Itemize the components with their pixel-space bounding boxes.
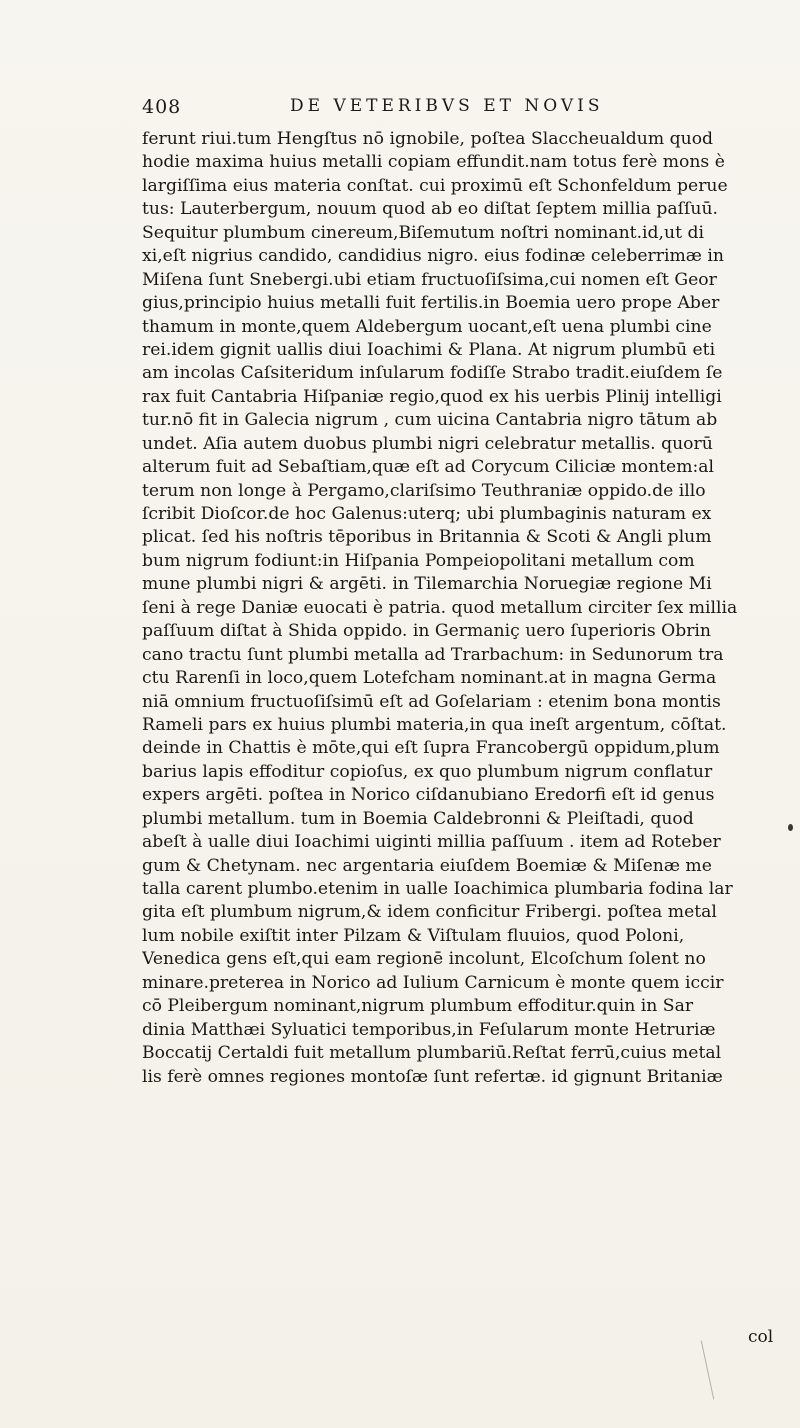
text-line: am incolas Caſsiteridum inſularum fodiſſe Strabo tradit.eiuſdem ſe <box>142 363 723 384</box>
text-line: rax fuit Cantabria Hiſpaniæ regio,quod ex his uerbis Plinij intelligi <box>142 386 722 407</box>
page-header <box>142 96 762 124</box>
text-line: Venedica gens eſt,qui eam regionē incolunt, Elcoſchum ſolent no <box>142 949 706 970</box>
text-line: ſcribit Dioſcor.de hoc Galenus:uterq; ubi plumbaginis naturam ex <box>142 504 712 524</box>
text-line: deinde in Chattis è mōte,qui eſt ſupra Francobergū oppidum,plum <box>142 738 720 759</box>
catchword: col <box>748 1327 774 1347</box>
text-line: Boccatij Certaldi fuit metallum plumbariū.Reſtat ferrū,cuius metal <box>142 1043 722 1064</box>
text-line: Rameli pars ex huius plumbi materia,in qua ineſt argentum, cōſtat. <box>142 714 727 735</box>
text-line: rei.idem gignit uallis diui Ioachimi & Plana. At nigrum plumbū eti <box>142 339 716 360</box>
text-line: hodie maxima huius metalli copiam effundit.nam totus ferè mons è <box>142 152 725 173</box>
text-line: Miſena ſunt Snebergi.ubi etiam fructuoſiſsima,cui nomen eſt Geor <box>142 269 717 290</box>
text-line: bum nigrum fodiunt:in Hiſpania Pompeiopolitani metallum com <box>142 550 695 571</box>
text-line: lis ferè omnes regiones montoſæ ſunt refertæ. id gignunt Britaniæ <box>142 1066 723 1087</box>
text-line: talla carent plumbo.etenim in ualle Ioachimica plumbaria fodina lar <box>142 879 733 899</box>
text-line: mune plumbi nigri & argēti. in Tilemarchia Noruegiæ regione Mi <box>142 574 712 595</box>
text-line: barius lapis effoditur copioſus, ex quo plumbum nigrum conflatur <box>142 761 713 782</box>
text-line: largiſſima eius materia conſtat. cui proximū eſt Schonfeldum perue <box>142 175 728 196</box>
paper-scratch <box>701 1341 714 1400</box>
running-head: DE VETERIBVS ET NOVIS <box>290 96 604 116</box>
text-line: tus: Lauterbergum, nouum quod ab eo diſtat ſeptem millia paſſuū. <box>142 199 718 220</box>
text-line: tur.nō fit in Galecia nigrum , cum uicina Cantabria nigro tātum ab <box>142 410 718 431</box>
text-line: abeſt à ualle diui Ioachimi uiginti millia paſſuum . item ad Roteber <box>142 832 721 853</box>
text-line: gius,principio huius metalli fuit fertilis.in Boemia uero prope Aber <box>142 293 720 314</box>
text-line: gita eſt plumbum nigrum,& idem conficitur Fribergi. poſtea metal <box>142 902 717 923</box>
text-line: plumbi metallum. tum in Boemia Caldebronni & Pleiſtadi, quod <box>142 808 694 829</box>
text-line: dinia Matthæi Syluatici temporibus,in Feſularum monte Hetruriæ <box>142 1019 716 1040</box>
text-line: expers argēti. poſtea in Norico ciſdanubiano Eredorfi eſt id genus <box>142 785 715 806</box>
text-line: terum non longe à Pergamo,clariſsimo Teuthraniæ oppido.de illo <box>142 480 706 501</box>
text-line: alterum fuit ad Sebaſtiam,quæ eſt ad Corycum Ciliciæ montem:al <box>142 457 715 478</box>
text-line: ferunt riui.tum Hengſtus nō ignobile, poſtea Slaccheualdum quod <box>142 129 714 149</box>
text-line: niā omnium fructuoſiſsimū eſt ad Goſelariam : etenim bona montis <box>142 691 721 712</box>
text-line: cō Pleibergum nominant,nigrum plumbum effoditur.quin in Sar <box>142 996 694 1017</box>
text-line: xi,eſt nigrius candido, candidius nigro. eius fodinæ celeberrimæ in <box>142 246 724 267</box>
text-line: ſeni à rege Daniæ euocati è patria. quod metallum circiter ſex millia <box>142 597 738 618</box>
text-line: paſſuum diſtat à Shida oppido. in Germaniç uero ſuperioris Obrin <box>142 621 711 642</box>
text-line: plicat. ſed his noſtris tēporibus in Britannia & Scoti & Angli plum <box>142 527 712 548</box>
text-line: gum & Chetynam. nec argentaria eiuſdem Boemiæ & Miſenæ me <box>142 855 712 876</box>
page-number: 408 <box>142 96 182 118</box>
text-line: cano tractu ſunt plumbi metalla ad Trarbachum: in Sedunorum tra <box>142 644 724 665</box>
text-line: lum nobile exiſtit inter Pilzam & Viſtulam fluuios, quod Poloni, <box>142 925 685 946</box>
margin-ink-mark <box>788 824 793 831</box>
body-text <box>142 128 770 1089</box>
text-line: ctu Rarenſi in loco,quem Lotefcham nominant.at in magna Germa <box>142 668 717 689</box>
text-line: Sequitur plumbum cinereum,Biſemutum noſtri nominant.id,ut di <box>142 222 704 243</box>
text-line: undet. Aſia autem duobus plumbi nigri celebratur metallis. quorū <box>142 433 713 454</box>
text-line: thamum in monte,quem Aldebergum uocant,eſt uena plumbi cine <box>142 316 712 337</box>
text-line: minare.preterea in Norico ad Iulium Carnicum è monte quem iccir <box>142 972 724 993</box>
